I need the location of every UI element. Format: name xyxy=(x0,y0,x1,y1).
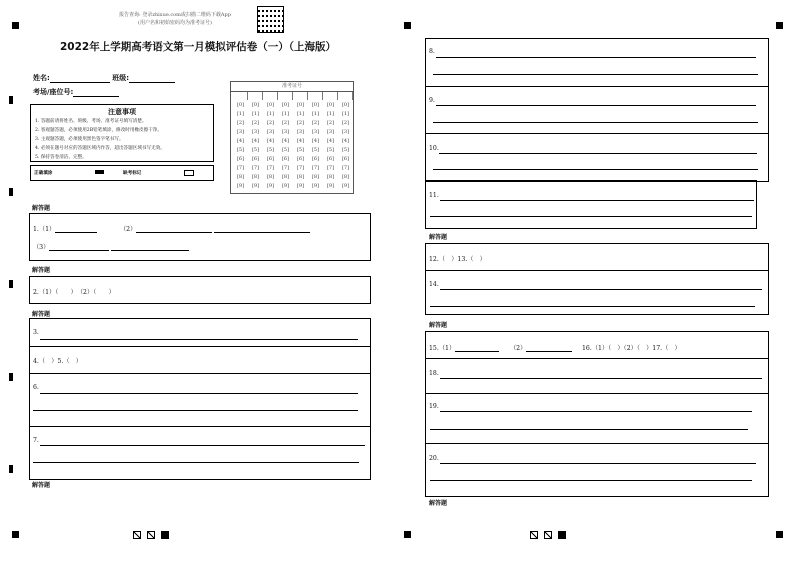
exam-digit-bubble[interactable]: [0] xyxy=(236,102,245,108)
q19-label: 19. xyxy=(429,403,439,410)
exam-digit-bubble[interactable]: [7] xyxy=(266,165,275,171)
row-divider xyxy=(426,86,768,87)
answer-box-q3-7 xyxy=(29,318,371,480)
q8-label: 8. xyxy=(429,48,435,55)
exam-digit-bubble[interactable]: [1] xyxy=(341,111,350,117)
exam-digit-bubble[interactable]: [5] xyxy=(266,147,275,153)
exam-digit-bubble[interactable]: [5] xyxy=(311,147,320,153)
exam-digit-bubble[interactable]: [5] xyxy=(296,147,305,153)
answer-box-q11 xyxy=(425,180,757,229)
answer-line[interactable] xyxy=(33,462,359,463)
timing-mark xyxy=(9,280,13,288)
sheet-code-box xyxy=(147,531,155,539)
q11-label: 11. xyxy=(429,192,439,199)
q1-part3[interactable]: （3） xyxy=(33,242,189,251)
section-label: 解答题 xyxy=(429,234,448,241)
answer-line[interactable] xyxy=(440,411,752,412)
timing-mark xyxy=(9,96,13,104)
exam-digit-bubble[interactable]: [7] xyxy=(296,165,305,171)
exam-digit-writein[interactable] xyxy=(294,92,308,100)
q2-answer[interactable]: 2.（1）（ ） （2）（ ） xyxy=(33,289,115,296)
row-divider xyxy=(426,358,768,359)
exam-digit-bubble[interactable]: [7] xyxy=(251,165,260,171)
exam-digit-bubble[interactable]: [0] xyxy=(251,102,260,108)
answer-box-q15-20 xyxy=(425,331,769,497)
row-divider xyxy=(30,346,370,347)
q6-label: 6. xyxy=(33,384,39,391)
sheet-code-filled xyxy=(161,531,169,539)
corner-mark-bl xyxy=(12,531,19,538)
exam-digit-bubble[interactable]: [5] xyxy=(341,147,350,153)
exam-digit-bubble[interactable]: [5] xyxy=(251,147,260,153)
answer-line[interactable] xyxy=(430,480,752,481)
exam-digit-bubble[interactable]: [1] xyxy=(281,111,290,117)
exam-digit-bubble[interactable]: [1] xyxy=(326,111,335,117)
sheet-code-box xyxy=(133,531,141,539)
answer-line[interactable] xyxy=(440,463,756,464)
answer-line[interactable] xyxy=(40,393,358,394)
correct-fill-sample xyxy=(95,170,104,174)
exam-digit-bubble[interactable]: [4] xyxy=(296,138,305,144)
exam-digit-bubble[interactable]: [8] xyxy=(266,174,275,180)
exam-digit-bubble[interactable]: [0] xyxy=(281,102,290,108)
exam-digit-bubble[interactable]: [9] xyxy=(251,183,260,189)
q7-label: 7. xyxy=(33,437,39,444)
q1-part2[interactable]: （2） xyxy=(120,224,310,233)
exam-digit-bubble[interactable]: [6] xyxy=(311,156,320,162)
exam-digit-bubble[interactable]: [2] xyxy=(296,120,305,126)
exam-digit-bubble[interactable]: [4] xyxy=(326,138,335,144)
sheet-code-filled xyxy=(558,531,566,539)
exam-digit-bubble[interactable]: [1] xyxy=(311,111,320,117)
exam-digit-writein[interactable] xyxy=(234,92,248,100)
exam-digit-writein[interactable] xyxy=(309,92,323,100)
exam-digit-bubble[interactable]: [3] xyxy=(296,129,305,135)
corner-mark-tl xyxy=(12,22,19,29)
q3-label: 3. xyxy=(33,329,39,336)
answer-line[interactable] xyxy=(440,200,754,201)
exam-digit-bubble[interactable]: [5] xyxy=(281,147,290,153)
answer-line[interactable] xyxy=(40,445,365,446)
q18-label: 18. xyxy=(429,370,439,377)
timing-mark xyxy=(9,465,13,473)
exam-digit-bubble[interactable]: [3] xyxy=(251,129,260,135)
answer-line[interactable] xyxy=(433,122,758,123)
q15-part2[interactable]: （2） xyxy=(510,343,572,352)
exam-digit-bubble[interactable]: [1] xyxy=(266,111,275,117)
exam-digit-bubble[interactable]: [7] xyxy=(281,165,290,171)
exam-digit-bubble[interactable]: [4] xyxy=(236,138,245,144)
exam-digit-bubble[interactable]: [2] xyxy=(311,120,320,126)
section-label: 解答题 xyxy=(32,311,51,318)
exam-digit-bubble[interactable]: [4] xyxy=(266,138,275,144)
answer-line[interactable] xyxy=(433,169,758,170)
exam-digit-bubble[interactable]: [4] xyxy=(341,138,350,144)
answer-line[interactable] xyxy=(430,216,752,217)
fill-example xyxy=(30,165,214,181)
exam-digit-bubble[interactable]: [6] xyxy=(326,156,335,162)
missing-label: 缺考标记 xyxy=(123,171,142,176)
exam-digit-bubble[interactable]: [2] xyxy=(251,120,260,126)
section-label: 解答题 xyxy=(32,267,51,274)
row-divider xyxy=(30,426,370,427)
exam-digit-bubble[interactable]: [8] xyxy=(296,174,305,180)
exam-digit-bubble[interactable]: [7] xyxy=(311,165,320,171)
q1-part1[interactable]: 1.（1） xyxy=(33,224,97,233)
exam-digit-column xyxy=(294,101,307,191)
answer-line[interactable] xyxy=(436,105,756,106)
exam-digit-bubble[interactable]: [1] xyxy=(296,111,305,117)
corner-mark-br xyxy=(776,531,783,538)
notice-line: 2. 客观题答题，必须使用2B铅笔填涂，修改时用橡皮擦干净。 xyxy=(35,128,162,133)
exam-digit-bubble[interactable]: [4] xyxy=(251,138,260,144)
sheet-code-box xyxy=(544,531,552,539)
answer-box-q2 xyxy=(29,276,371,304)
answer-line[interactable] xyxy=(440,378,762,379)
q20-label: 20. xyxy=(429,455,439,462)
answer-box-q1 xyxy=(29,213,371,261)
exam-digit-bubble[interactable]: [0] xyxy=(266,102,275,108)
exam-digit-bubble[interactable]: [7] xyxy=(326,165,335,171)
exam-digit-bubble[interactable]: [4] xyxy=(311,138,320,144)
row-divider xyxy=(426,133,768,134)
exam-digit-bubble[interactable]: [3] xyxy=(281,129,290,135)
notice-title: 注意事项 xyxy=(108,108,136,116)
exam-digit-bubble[interactable]: [9] xyxy=(311,183,320,189)
exam-digit-bubble[interactable]: [9] xyxy=(281,183,290,189)
section-label: 解答题 xyxy=(32,482,51,489)
exam-digit-bubble[interactable]: [3] xyxy=(266,129,275,135)
exam-digit-bubble[interactable]: [0] xyxy=(326,102,335,108)
exam-digit-bubble[interactable]: [3] xyxy=(326,129,335,135)
exam-digit-bubble[interactable]: [0] xyxy=(341,102,350,108)
exam-number-title: 准考证号 xyxy=(231,82,353,92)
exam-digit-bubble[interactable]: [7] xyxy=(236,165,245,171)
row-divider xyxy=(426,443,768,444)
row-divider xyxy=(426,270,768,271)
section-label: 解答题 xyxy=(429,500,448,507)
section-label: 解答题 xyxy=(32,205,51,212)
sheet-code-box xyxy=(530,531,538,539)
exam-digit-bubble[interactable]: [2] xyxy=(281,120,290,126)
exam-digit-bubble[interactable]: [0] xyxy=(311,102,320,108)
q15-label[interactable]: 15.（1） xyxy=(429,343,499,352)
exam-digit-bubble[interactable]: [9] xyxy=(341,183,350,189)
exam-digit-bubble[interactable]: [3] xyxy=(341,129,350,135)
exam-digit-bubble[interactable]: [8] xyxy=(326,174,335,180)
q16-17-label[interactable]: 16.（1）（ ）（2）（ ）17.（ ） xyxy=(582,345,681,352)
room-seat-field[interactable]: 考场/座位号: xyxy=(33,87,119,97)
exam-digit-bubble[interactable]: [0] xyxy=(296,102,305,108)
exam-digit-bubble[interactable]: [5] xyxy=(326,147,335,153)
missing-checkbox[interactable] xyxy=(184,170,194,176)
row-divider xyxy=(426,393,768,394)
exam-digit-writein[interactable] xyxy=(339,92,353,100)
exam-digit-bubble[interactable]: [2] xyxy=(341,120,350,126)
exam-digit-bubble[interactable]: [3] xyxy=(311,129,320,135)
corner-mark-mid-l xyxy=(404,22,411,29)
exam-digit-bubble[interactable]: [8] xyxy=(281,174,290,180)
exam-digit-bubble[interactable]: [6] xyxy=(266,156,275,162)
exam-digit-bubble[interactable]: [9] xyxy=(236,183,245,189)
exam-digit-bubble[interactable]: [8] xyxy=(341,174,350,180)
answer-box-q8-10 xyxy=(425,38,769,182)
answer-line[interactable] xyxy=(440,289,762,290)
exam-digit-bubble[interactable]: [8] xyxy=(236,174,245,180)
section-label: 解答题 xyxy=(429,322,448,329)
q4-5-label[interactable]: 4.（ ）5.（ ） xyxy=(33,358,82,365)
notice-box xyxy=(30,104,214,162)
answer-line[interactable] xyxy=(433,74,758,75)
answer-line[interactable] xyxy=(430,429,748,430)
exam-digit-bubble[interactable]: [9] xyxy=(296,183,305,189)
exam-digit-bubble[interactable]: [3] xyxy=(236,129,245,135)
class-field: 班级: xyxy=(112,74,130,82)
corner-mark-tr xyxy=(776,22,783,29)
exam-digit-bubble[interactable]: [8] xyxy=(251,174,260,180)
notice-line: 3. 主观题答题，必须使用黑色签字笔书写。 xyxy=(35,137,124,142)
exam-digit-bubble[interactable]: [1] xyxy=(251,111,260,117)
exam-digit-bubble[interactable]: [9] xyxy=(326,183,335,189)
answer-line[interactable] xyxy=(430,306,755,307)
answer-line[interactable] xyxy=(439,153,757,154)
q9-label: 9. xyxy=(429,97,435,104)
exam-digit-bubble[interactable]: [6] xyxy=(296,156,305,162)
corner-mark-mid-bl xyxy=(404,531,411,538)
exam-digit-writein[interactable] xyxy=(264,92,278,100)
exam-digit-bubble[interactable]: [2] xyxy=(236,120,245,126)
exam-digit-bubble[interactable]: [7] xyxy=(341,165,350,171)
exam-digit-writein[interactable] xyxy=(324,92,338,100)
exam-digit-column xyxy=(249,101,262,191)
answer-line[interactable] xyxy=(436,57,756,58)
exam-digit-column xyxy=(279,101,292,191)
exam-digit-bubble[interactable]: [5] xyxy=(236,147,245,153)
exam-digit-bubble[interactable]: [8] xyxy=(311,174,320,180)
exam-digit-bubble[interactable]: [2] xyxy=(266,120,275,126)
notice-line: 1. 答题前请将姓名、班级、考场、准考证号填写清楚。 xyxy=(35,119,147,124)
q10-label: 10. xyxy=(429,145,439,152)
page-title: 2022年上学期高考语文第一月模拟评估卷（一）（上海版） xyxy=(60,41,336,53)
answer-line[interactable] xyxy=(40,339,358,340)
row-divider xyxy=(30,373,370,374)
exam-digit-bubble[interactable]: [9] xyxy=(266,183,275,189)
report-notice: 报告查询: 登录zhixue.com或扫描二维码下载App (用户名和初始密码均为准考证号) xyxy=(119,12,231,26)
exam-digit-column xyxy=(309,101,322,191)
exam-digit-bubble[interactable]: [6] xyxy=(236,156,245,162)
notice-line: 5. 保持答卷清洁、完整。 xyxy=(35,155,87,160)
exam-digit-bubble[interactable]: [6] xyxy=(341,156,350,162)
answer-line[interactable] xyxy=(33,410,358,411)
exam-digit-writein[interactable] xyxy=(279,92,293,100)
timing-mark xyxy=(9,188,13,196)
exam-digit-bubble[interactable]: [6] xyxy=(281,156,290,162)
exam-digit-writein[interactable] xyxy=(249,92,263,100)
answer-box-q12-14 xyxy=(425,243,769,315)
exam-number-grid xyxy=(230,81,354,194)
exam-digit-column xyxy=(324,101,337,191)
exam-digit-bubble[interactable]: [1] xyxy=(236,111,245,117)
q12-13-label[interactable]: 12.（ ）13.（ ） xyxy=(429,256,486,263)
exam-digit-column xyxy=(264,101,277,191)
qr-code xyxy=(257,6,284,33)
correct-fill-label: 正确填涂 xyxy=(34,171,53,176)
exam-digit-column xyxy=(234,101,247,191)
timing-mark xyxy=(9,373,13,381)
q14-label: 14. xyxy=(429,281,439,288)
exam-digit-bubble[interactable]: [4] xyxy=(281,138,290,144)
name-field[interactable]: 姓名: 班级: xyxy=(33,73,175,83)
exam-digit-column xyxy=(339,101,352,191)
exam-digit-bubble[interactable]: [2] xyxy=(326,120,335,126)
notice-line: 4. 必须在题号对应的答题区域内作答，超出答题区域书写无效。 xyxy=(35,146,165,151)
exam-digit-bubble[interactable]: [6] xyxy=(251,156,260,162)
